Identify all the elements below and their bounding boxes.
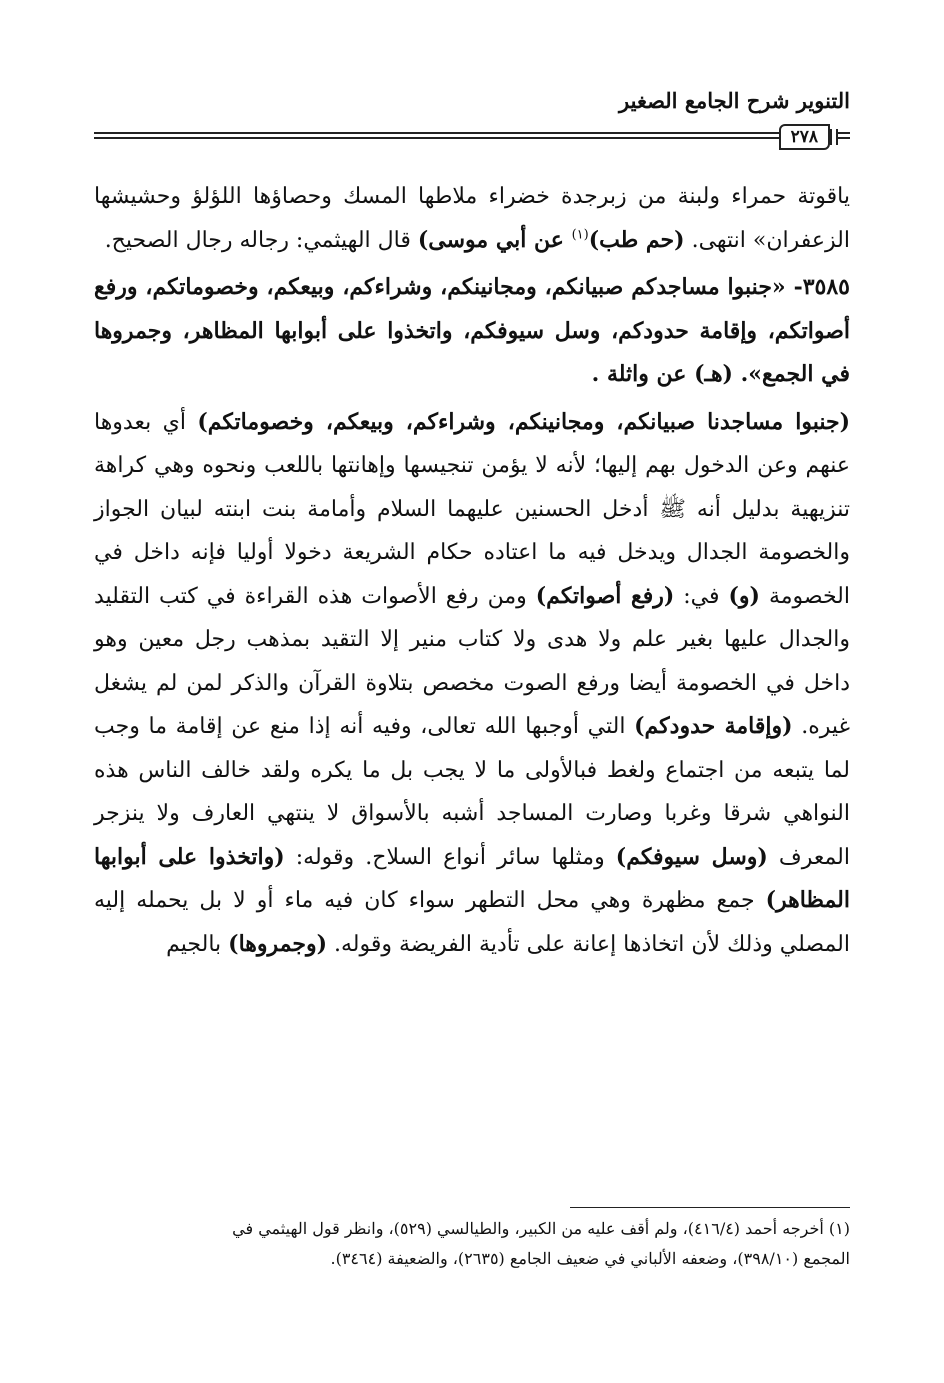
hadith-text: «جنبوا مساجدكم صبيانكم، ومجانينكم، وشراءكم، وبيعكم، وخصوماتكم، ورفع أصواتكم، وإقامة حدودكم، وسل سيوفكم، واتخذوا على أبوابها المظاهر، وجمروها في الجمع» <box>94 274 850 387</box>
header-rule-line-1 <box>94 132 850 134</box>
running-title: التنوير شرح الجامع الصغير <box>619 88 850 113</box>
footnote-marker[interactable]: (١) <box>571 227 589 243</box>
main-text <box>94 175 850 966</box>
header-rule <box>94 124 850 146</box>
hadith-number: ٣٥٨٥- <box>785 274 850 300</box>
footnote <box>94 1214 850 1274</box>
hadith-entry <box>94 266 850 397</box>
page-header <box>94 88 850 148</box>
hadith-source: . (هـ) عن واثلة . <box>591 361 749 387</box>
footnote-divider <box>570 1207 850 1208</box>
narrator: عن أبي موسى) <box>417 226 572 253</box>
header-rule-line-2 <box>94 137 850 139</box>
paragraph-1: ياقوتة حمراء ولبنة من زبرجدة خضراء ملاطها المسك وحصاؤها اللؤلؤ وحشيشها الزعفران» انتهى. (حم طب)$^{(١)}$ عن أبي موسى) قال الهيثمي: رجاله رجال الصحيح. <box>94 184 850 253</box>
commentary: (جنبوا مساجدنا صبيانكم، ومجانينكم، وشراءكم، وبيعكم، وخصوماتكم) أي بعدوها عنهم وعن الدخول بهم إليها؛ لأنه لا يؤمن تنجيسها وإهانتها باللعب ونحوه وهي كراهة تنزيهية بدليل أنه ﷺ أدخل الحسنين عليهما السلام وأمامة بنت ابنته لبيان الجواز والخصومة الجدال ويدخل فيه ما اعتاده حكام الشريعة دخولا أوليا فإنه داخل في الخصومة (و) في: (رفع أصواتكم) ومن رفع الأصوات هذه القراءة في كتب التقليد والجدال عليها بغير علم ولا هدى ولا كتاب منير إلا التقيد بمذهب رجل معين وهو داخل في الخصومة أيضا ورفع الصوت مخصص بتلاوة القرآن والذكر لمن لم يشغل غيره. (وإقامة حدودكم) التي أوجبها الله تعالى، وفيه أنه إذا منع عن إقامة ما وجب لما يتبعه من اجتماع ولغط فبالأولى ما لا يجب بل ما يكره ولقد خالف الناس هذه النواهي شرقا وغربا وصارت المساجد أشبه بالأسواق لا ينتهي العارف ولا ينزجر المعرف (وسل سيوفكم) ومثلها سائر أنواع السلاح. وقوله: (واتخذوا على أبوابها المظاهر) جمع مظهرة وهي محل التطهر سواء كان فيه ماء أو لا بل يحمله إليه المصلي وذلك لأن اتخاذها إعانة على تأدية الفريضة وقوله. (وجمروها) بالجيم <box>94 408 851 957</box>
footnote-line-2: المجمع (٣٩٨/١٠)، وضعفه الألباني في ضعيف الجامع (٢٦٣٥)، والضعيفة (٣٤٦٤). <box>330 1249 850 1268</box>
footnote-line-1: (١) أخرجه أحمد (٤١٦/٤)، ولم أقف عليه من الكبير، والطيالسي (٥٢٩)، وانظر قول الهيثمي في <box>232 1219 850 1238</box>
source-code: (حم طب) <box>588 226 685 253</box>
page-number: ٢٧٨ <box>779 124 830 150</box>
